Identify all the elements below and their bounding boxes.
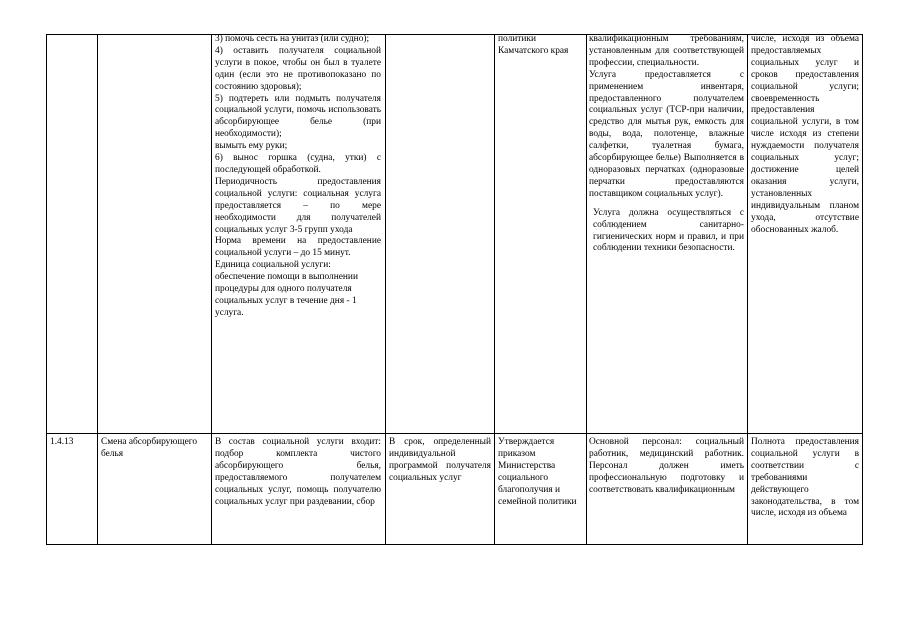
content-item: 5) подтереть или подмыть получателя социальной услуги, помочь использовать абсорбирующее белье (при необходимости); [215, 93, 381, 140]
row2-number-cell: 1.4.13 [50, 437, 74, 447]
row2-name-cell: Смена абсорбирующего белья [101, 437, 198, 459]
conditions-paragraph: квалификационным требованиям, установленным для соответствующей профессии, специальности. [589, 34, 744, 68]
content-item: Периодичность предоставления социальной услуги: социальная услуга предоставляется – по мере необходимости для получателей социальных услуг 3-5 групп ухода [215, 176, 381, 235]
column-divider [494, 34, 495, 545]
column-divider [46, 34, 47, 545]
row1-tariff-cell: политики Камчатского края [498, 34, 569, 56]
column-divider [586, 34, 587, 545]
row1-content-cell [215, 34, 381, 432]
row1-conditions-cell [589, 34, 744, 432]
row1-quality-cell: числе, исходя из объема предоставляемых социальных услуг и сроков предоставления социальной услуги; своевременность предоставления социальной услуги, в том числе исходя из степени нуждаемости получателя социальных услуг; достижение целей оказания услуги, установленных индивидуальным планом ухода, отсутствие обоснованных жалоб. [751, 34, 859, 235]
column-divider [385, 34, 386, 545]
content-item: вымыть ему руки; [215, 141, 288, 152]
row2-conditions-cell: Основной персонал: социальный работник, медицинский работник. Персонал должен иметь профессиональную подготовку и соответствовать квалификационным [589, 437, 744, 495]
content-item: Норма времени на предоставление социальной услуги – до 15 минут. [215, 236, 381, 259]
row2-content-cell: В состав социальной услуги входит: подбор комплекта чистого абсорбирующего белья, предоставляемого получателем социальных услуг, помощь получателю социальных услуг при раздевании, сбор [215, 437, 381, 507]
conditions-paragraph: Услуга предоставляется с применением инвентаря, предоставленного получателем социальных услуг (ТСР-при наличии, средство для мытья рук, емкость для воды, вода, полотенце, влажные салфетки, туалетная бумага, абсорбирующее белье) Выполняется в одноразовых перчатках (одноразовые перчатки предоставляются поставщиком социальных услуг). [589, 69, 744, 199]
content-item: Единица социальной услуги: обеспечение помощи в выполнении процедуры для одного получателя социальных услуг в течение дня - 1 услуга. [215, 260, 358, 318]
table-bottom-border [46, 544, 863, 545]
content-item: 6) вынос горшка (судна, утки) с последующей обработкой. [215, 153, 381, 175]
row2-quality-cell: Полнота предоставления социальной услуги в соответствии с требованиями действующего законодательства, в том числе, исходя из объема [751, 437, 859, 519]
column-divider [211, 34, 212, 545]
content-item: 4) оставить получателя социальной услуги в покое, чтобы он был в туалете один (если это не противопоказано по состоянию здоровья); [215, 45, 381, 92]
column-divider [862, 34, 863, 545]
column-divider [747, 34, 748, 545]
row-divider [46, 433, 863, 434]
content-item: 3) помочь сесть на унитаз (или судно); [215, 34, 370, 44]
column-divider [97, 34, 98, 545]
row2-tariff-cell: Утверждается приказом Министерства социального благополучия и семейной политики [498, 437, 577, 507]
row2-term-cell: В срок, определенный индивидуальной программой получателя социальных услуг [389, 437, 491, 483]
conditions-paragraph: Услуга должна осуществляться с соблюдением санитарно-гигиенических норм и правил, и при соблюдении техники безопасности. [593, 207, 744, 254]
